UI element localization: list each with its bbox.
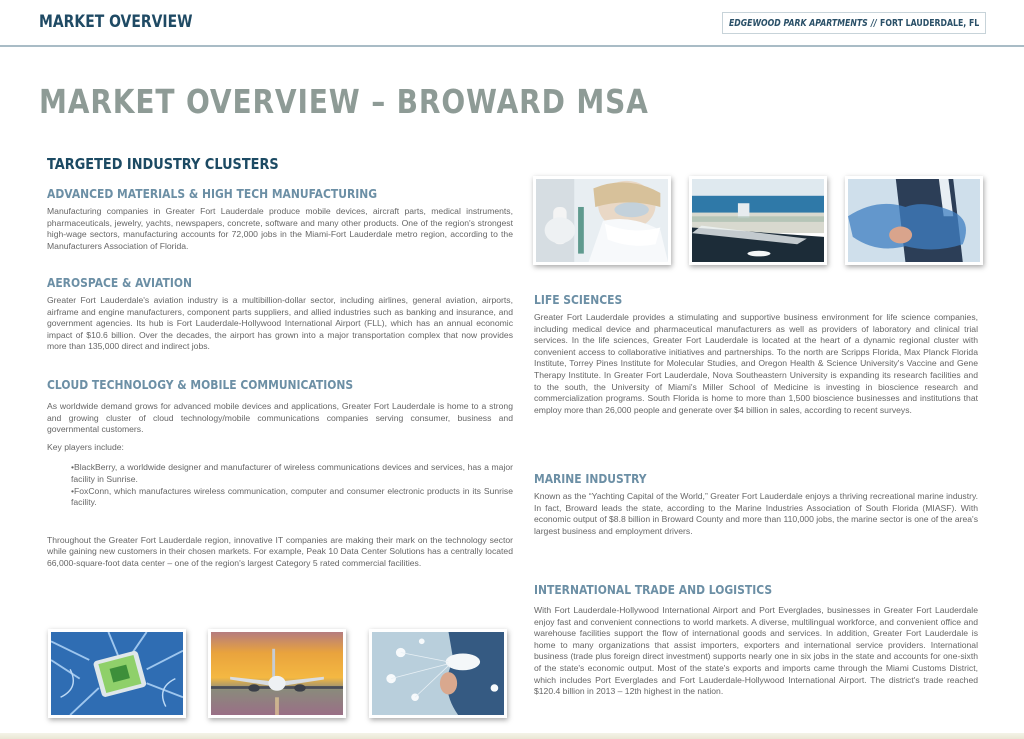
key-player-item: • BlackBerry, a worldwide designer and manufacturer of wireless communications devices and services, has a major facility in Sunrise.: [71, 462, 513, 485]
page-title: MARKET OVERVIEW – BROWARD MSA: [39, 82, 649, 121]
section-title: INTERNATIONAL TRADE AND LOGISTICS: [534, 582, 773, 597]
section-body: Greater Fort Lauderdale provides a stimulating and supportive business environment for life science companies, including medical device and pharmaceutical manufacturers as well as providers of laboratory and clinical trial services. In the life sciences, Greater Fort Lauderdale is located at the heart of a dynamic regional cluster with convenient access to collaborative initiatives and partnerships. To the north are Scripps Florida, Max Planck Florida Institute, Torrey Pines Institute for Molecular Studies, and Oregon Health & Science University's Vaccine and Gene Therapy Institute. In Greater Fort Lauderdale, Nova Southeastern University is expanding its research facilities and to the south, the University of Miami's Miller School of Medicine is investing in bioscience research and commercialization programs. South Florida is home to more than 1,500 bioscience businesses and institutions that employ more than 26,000 people and generate over $4 billion in sales, according to recent surveys.: [534, 312, 978, 415]
page-header: [0, 0, 1024, 47]
section-title: LIFE SCIENCES: [534, 292, 623, 307]
section-title: CLOUD TECHNOLOGY & MOBILE COMMUNICATIONS: [47, 377, 354, 392]
airplane-runway-photo: [208, 629, 346, 718]
key-player-item: • FoxConn, which manufactures wireless communication, computer and consumer electronic products in its Sunrise facility.: [71, 486, 513, 509]
section-body: Manufacturing companies in Greater Fort Lauderdale produce mobile devices, aircraft parts, medical instruments, pharmaceuticals, jewelry, yachts, newspapers, concrete, software and many other products. One of the region's strongest high-wage sectors, manufacturing accounts for 72,000 jobs in the Miami-Fort Lauderdale metro region, according to the Manufacturers Association of Florida.: [47, 206, 513, 251]
clusters-heading: TARGETED INDUSTRY CLUSTERS: [47, 155, 279, 173]
business-globe-photo: [845, 176, 983, 265]
section-marine: [534, 471, 978, 537]
cloud-tech-photo: [369, 629, 507, 718]
section-body: Known as the “Yachting Capital of the World,” Greater Fort Lauderdale enjoys a thriving recreational marine industry. In fact, Broward leads the state, according to the Marine Industries Association of South Florida (MIASF). With economic output of $8.8 billion in Broward County and more than 110,000 jobs, the marine sector is one of the area's largest business and employment drivers.: [534, 491, 978, 536]
key-players-list: [71, 462, 513, 508]
section-closing: Throughout the Greater Fort Lauderdale region, innovative IT companies are making their mark on the technology sector while gaining new customers in their chosen markets. For example, Peak 10 Data Center Solutions has a centrally located 66,000-square-foot data center – one of the region's largest Category 5 rated commercial facilities.: [47, 534, 513, 568]
property-name: EDGEWOOD PARK APARTMENTS: [728, 17, 868, 29]
header-section-label: MARKET OVERVIEW: [39, 12, 193, 32]
section-body: Greater Fort Lauderdale's aviation industry is a multibillion-dollar sector, including airlines, general aviation, airports, airframe and engine manufacturers, component parts suppliers, and allied industries such as banking and insurance, and government agencies. Its hub is Fort Lauderdale-Hollywood International Airport (FLL), which has an annual economic impact of $10.6 billion. Over the decades, the airport has grown into a major transportation complex that now provides more than 135,000 direct and indirect jobs.: [47, 295, 513, 352]
property-badge: [722, 12, 986, 34]
section-body: As worldwide demand grows for advanced mobile devices and applications, Greater Fort Lauderdale is home to a strong and growing cluster of cloud technology/mobile communications companies serving consumer, business and governmental customers.: [47, 401, 513, 435]
key-players-label: Key players include:: [47, 441, 124, 452]
section-body: With Fort Lauderdale-Hollywood International Airport and Port Everglades, businesses in Greater Fort Lauderdale enjoy fast and convenient connections to world markets. A diverse, multilingual workforce, and convenient office and warehouse facilities support the flow of international goods and services. In addition, Greater Fort Lauderdale is home to many organizations that assist importers, exporters and international service providers. International business (trade plus foreign direct investment) supports nearly one in six jobs in the state and accounts for one-sixth of the state's economic output. Most of the state's exports and imports came through the Miami Customs District, which includes Port Everglades and Fort Lauderdale-Hollywood International Airport. The district's trade reached $120.4 billion in 2013 – 12th highest in the nation.: [534, 605, 978, 697]
marina-aerial-photo: [689, 176, 827, 265]
separator: //: [870, 17, 877, 29]
section-life-sciences: [534, 292, 978, 416]
section-cloud-tech: [47, 377, 513, 570]
lab-scientist-photo: [533, 176, 671, 265]
section-trade: [534, 582, 978, 698]
section-title: ADVANCED MATERIALS & HIGH TECH MANUFACTURING: [47, 186, 378, 201]
page-bottom-edge: [0, 733, 1024, 739]
section-aerospace: [47, 275, 513, 353]
section-advanced-materials: [47, 186, 513, 252]
property-location: FORT LAUDERDALE, FL: [879, 17, 979, 29]
circuit-chip-photo: [48, 629, 186, 718]
section-title: MARINE INDUSTRY: [534, 471, 647, 486]
section-title: AEROSPACE & AVIATION: [47, 275, 192, 290]
